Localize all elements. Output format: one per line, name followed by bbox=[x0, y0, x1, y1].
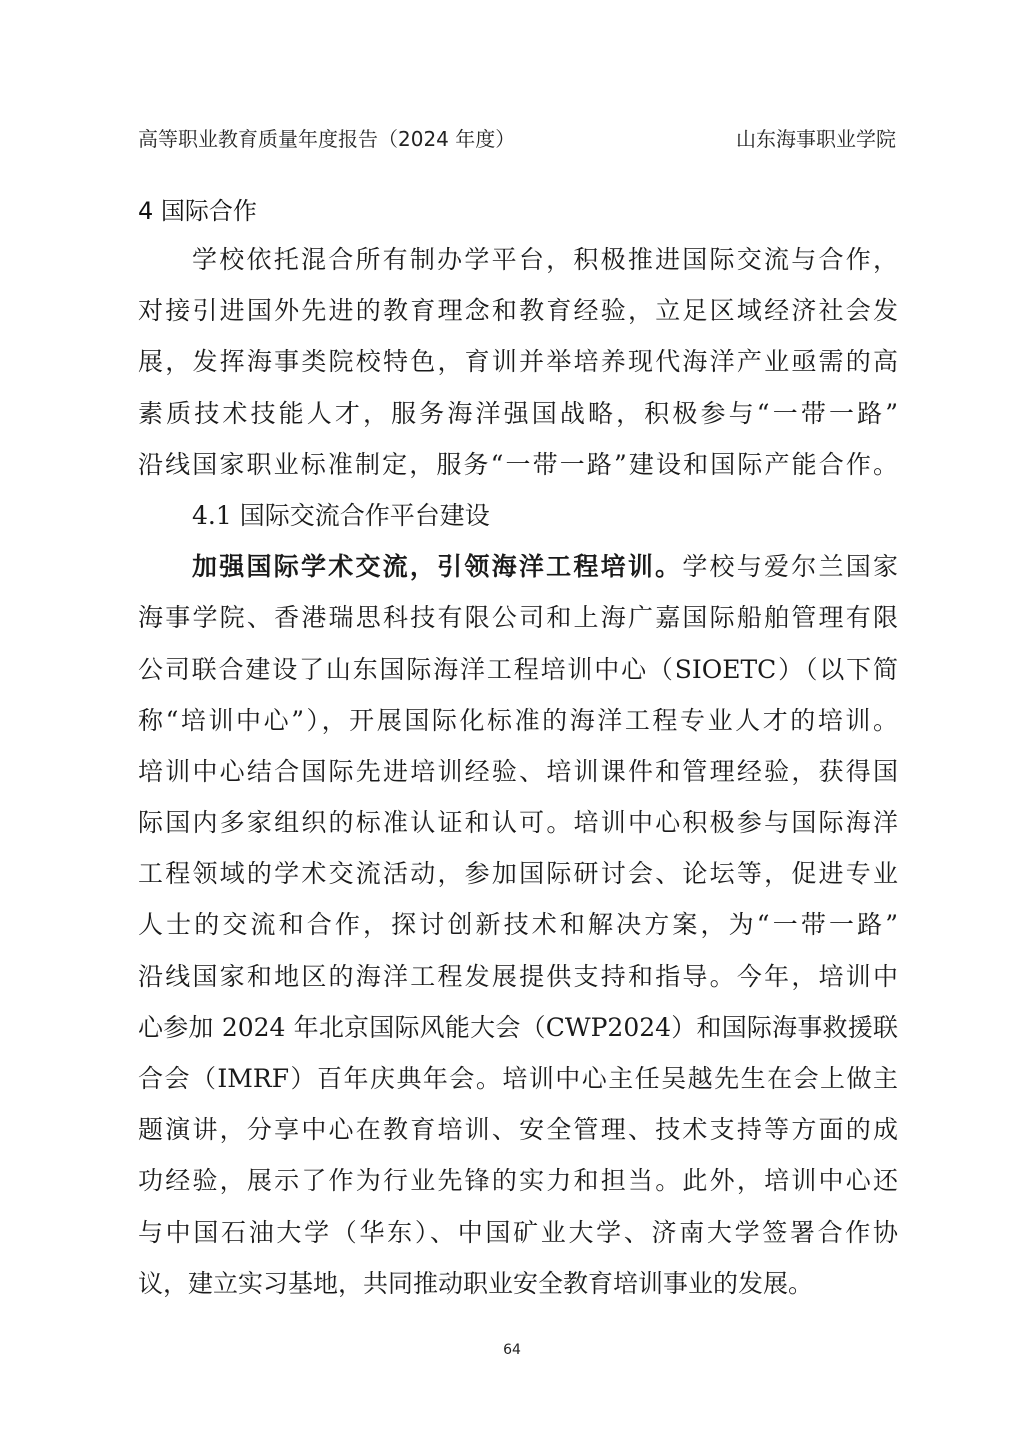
paragraph-line: 功经验，展示了作为行业先锋的实力和担当。此外，培训中心还 bbox=[138, 1166, 898, 1196]
lead-sentence-continuation: 学校与爱尔兰国家 bbox=[682, 552, 898, 582]
paragraph-line: 人士的交流和合作，探讨创新技术和解决方案，为“一带一路” bbox=[138, 910, 898, 940]
paragraph-line: 称“培训中心”），开展国际化标准的海洋工程专业人才的培训。 bbox=[138, 705, 898, 735]
paragraph-line: 议，建立实习基地，共同推动职业安全教育培训事业的发展。 bbox=[138, 1268, 814, 1298]
institution-name: 山东海事职业学院 bbox=[736, 127, 896, 151]
paragraph-line: 沿线国家职业标准制定，服务“一带一路”建设和国际产能合作。 bbox=[138, 449, 898, 479]
report-title: 高等职业教育质量年度报告（2024 年度） bbox=[138, 127, 516, 151]
paragraph-line: 培训中心结合国际先进培训经验、培训课件和管理经验，获得国 bbox=[138, 756, 898, 786]
paragraph-line: 与中国石油大学（华东）、中国矿业大学、济南大学签署合作协 bbox=[138, 1217, 898, 1247]
paragraph-line: 工程领域的学术交流活动，参加国际研讨会、论坛等，促进专业 bbox=[138, 859, 898, 889]
subsection-title: 4.1 国际交流合作平台建设 bbox=[192, 500, 490, 530]
paragraph-line bbox=[138, 541, 898, 592]
paragraph-line: 对接引进国外先进的教育理念和教育经验，立足区域经济社会发 bbox=[138, 296, 898, 326]
paragraph-line: 心参加 2024 年北京国际风能大会（CWP2024）和国际海事救援联 bbox=[138, 1012, 898, 1042]
paragraph-line: 展，发挥海事类院校特色，育训并举培养现代海洋产业亟需的高 bbox=[138, 347, 898, 377]
lead-sentence: 加强国际学术交流，引领海洋工程培训。 bbox=[192, 552, 683, 582]
paragraph-intro bbox=[138, 234, 898, 1309]
paragraph-line: 海事学院、香港瑞思科技有限公司和上海广嘉国际船舶管理有限 bbox=[138, 603, 898, 633]
paragraph-line: 素质技术技能人才，服务海洋强国战略，积极参与“一带一路” bbox=[138, 398, 898, 428]
paragraph-line: 沿线国家和地区的海洋工程发展提供支持和指导。今年，培训中 bbox=[138, 961, 898, 991]
paragraph-line: 合会（IMRF）百年庆典年会。培训中心主任吴越先生在会上做主 bbox=[138, 1064, 898, 1093]
page-number: 64 bbox=[503, 1342, 521, 1358]
page-header bbox=[138, 124, 896, 154]
paragraph-line: 公司联合建设了山东国际海洋工程培训中心（SIOETC）（以下简 bbox=[138, 654, 898, 684]
paragraph-line: 际国内多家组织的标准认证和认可。培训中心积极参与国际海洋 bbox=[138, 808, 898, 838]
section-title: 4 国际合作 bbox=[138, 197, 257, 225]
paragraph-line: 题演讲，分享中心在教育培训、安全管理、技术支持等方面的成 bbox=[138, 1115, 898, 1145]
paragraph-line: 学校依托混合所有制办学平台，积极推进国际交流与合作， bbox=[192, 245, 898, 274]
